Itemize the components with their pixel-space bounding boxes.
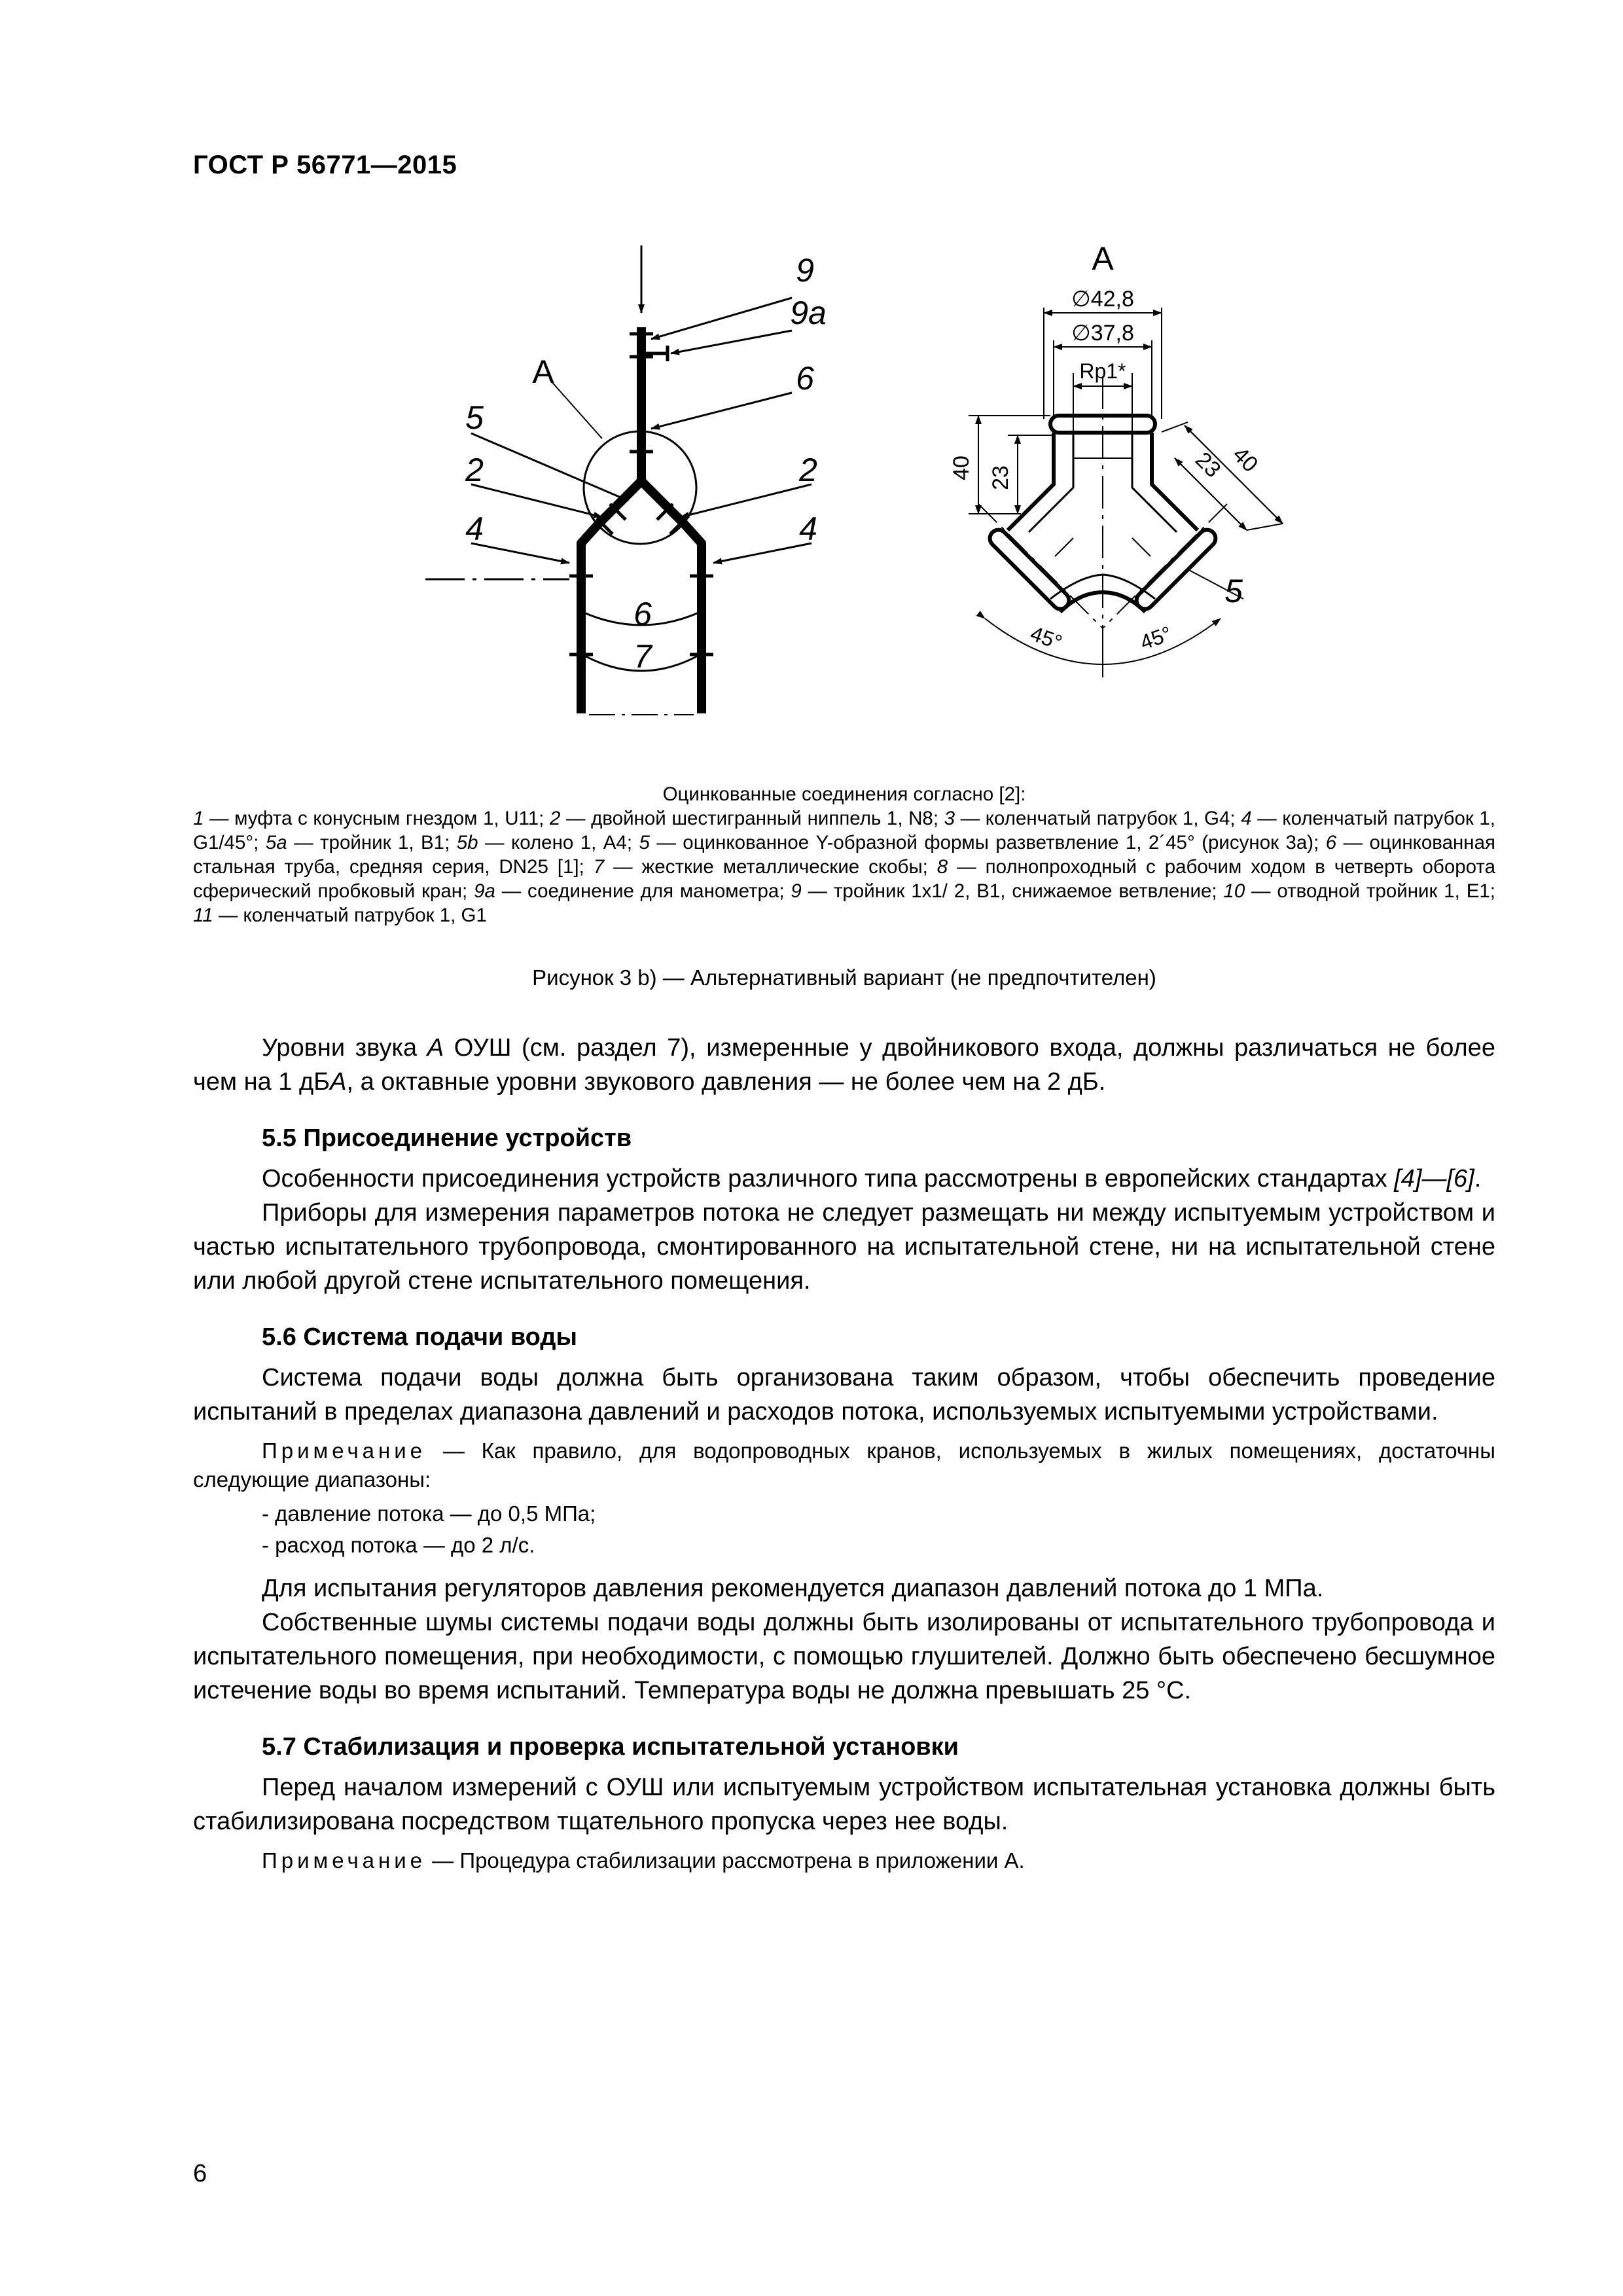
detail-title: А: [1092, 240, 1114, 277]
legend-text: — коленчатый патрубок 1, G1: [213, 905, 487, 926]
paragraph: Собственные шумы системы подачи воды должны быть изолированы от испытательного трубопровода и испытательного помещения, при необходимости, с помощью глушителей. Должно быть обеспечено бесшумное истечение воды во время испытаний. Температура воды не должна превышать 25 °С.: [193, 1609, 1495, 1704]
legend-num: 5b: [456, 832, 478, 853]
figure-caption: Рисунок 3 b) — Альтернативный вариант (не предпочтителен): [532, 965, 1156, 990]
legend-num: 7: [593, 856, 605, 878]
section-heading-5-5: 5.5 Присоединение устройств: [262, 1124, 632, 1152]
label-5: 5: [465, 399, 484, 436]
legend-text: — коленчатый патрубок 1, G1/45°;: [193, 808, 1495, 853]
paragraph: Приборы для измерения параметров потока не следует размещать ни между испытуемым устройством и частью испытательного трубопровода, смонтированного на испытательной стене, ни на испытательной стене или любой другой стене испытательного помещения.: [193, 1199, 1495, 1295]
dim-thread: Rp1*: [1079, 359, 1126, 383]
dim-23-diag: 23: [1190, 447, 1226, 483]
note-label: Примечание: [262, 1439, 427, 1463]
legend-text: — двойной шестигранный ниппель 1, N8;: [560, 808, 944, 829]
label-6-bottom: 6: [633, 596, 652, 632]
paragraph: Для испытания регуляторов давления рекомендуется диапазон давлений потока до 1 МПа.: [262, 1575, 1324, 1602]
page-number: 6: [193, 2160, 207, 2187]
label-2-right: 2: [799, 452, 817, 488]
label-9: 9: [796, 252, 814, 289]
legend-text: — соединение для манометра;: [495, 880, 791, 902]
angle-right: 45°: [1137, 621, 1175, 655]
legend-text: — колено 1, A4;: [478, 832, 639, 853]
label-7: 7: [633, 638, 652, 675]
paragraph: Перед началом измерений с ОУШ или испытуемым устройством испытательная установка должны быть стабилизирована посредством тщательного пропуска через нее воды.: [193, 1774, 1495, 1835]
label-view-a: А: [532, 353, 554, 390]
legend-text: — оцинкованная стальная труба, средняя серия, DN25 [1];: [193, 832, 1495, 878]
legend-num: 9: [791, 880, 802, 902]
legend-num: 8: [936, 856, 948, 878]
legend-text: — коленчатый патрубок 1, G4;: [955, 808, 1241, 829]
note: Примечание — Как правило, для водопроводных кранов, используемых в жилых помещениях, достаточны следующие диапазоны:: [193, 1439, 1495, 1492]
legend-title: Оцинкованные соединения согласно [2]:: [662, 783, 1026, 805]
reference: [4]—[6]: [1394, 1165, 1474, 1193]
label-4-left: 4: [465, 511, 484, 547]
legend-num: 4: [1241, 808, 1252, 829]
legend-num: 9a: [474, 880, 495, 902]
document-header: ГОСТ Р 56771—2015: [193, 151, 457, 179]
note-label: Примечание: [262, 1848, 427, 1873]
legend-text: — отводной тройник 1, E1;: [1245, 880, 1495, 902]
detail-label-5: 5: [1224, 573, 1243, 609]
figure-legend: [193, 782, 1495, 927]
legend-num: 2: [549, 808, 561, 829]
legend-text: — муфта с конусным гнездом 1, U11;: [204, 808, 550, 829]
dim-diameter-inner: ∅37,8: [1071, 321, 1134, 346]
legend-text: — полнопроходный с рабочим ходом в четверть оборота сферический пробковый кран;: [193, 856, 1495, 902]
label-2-left: 2: [465, 452, 484, 488]
legend-num: 5a: [265, 832, 287, 853]
label-6-top: 6: [796, 360, 814, 397]
legend-num: 11: [193, 905, 213, 926]
note: Примечание — Процедура стабилизации рассмотрена в приложении А.: [262, 1848, 1025, 1873]
label-9a: 9а: [790, 295, 827, 331]
dim-40-diag: 40: [1227, 442, 1263, 478]
label-4-right: 4: [799, 511, 817, 547]
main-text: [193, 1031, 1495, 1879]
legend-num: 5: [639, 832, 650, 853]
list-item: - давление потока — до 0,5 МПа;: [262, 1501, 596, 1526]
dim-40-left: 40: [949, 456, 974, 480]
legend-num: 6: [1325, 832, 1337, 853]
section-heading-5-6: 5.6 Система подачи воды: [262, 1323, 577, 1351]
figure-diagram: [0, 0, 1623, 772]
paragraph: Система подачи воды должна быть организована таким образом, чтобы обеспечить проведение испытаний в пределах диапазона давлений и расходов потока, используемых испытуемыми устройствами.: [193, 1364, 1495, 1426]
legend-items: [193, 806, 1495, 927]
legend-num: 1: [193, 808, 204, 829]
dim-23-left: 23: [988, 465, 1013, 490]
legend-text: — тройник 1, B1;: [287, 832, 457, 853]
paragraph: Особенности присоединения устройств различного типа рассмотрены в европейских стандартах [4]—[6].: [262, 1165, 1482, 1193]
section-heading-5-7: 5.7 Стабилизация и проверка испытательной установки: [262, 1733, 959, 1761]
legend-text: — тройник 1x1/ 2, B1, снижаемое ветвление;: [801, 880, 1224, 902]
paragraph: Уровни звука А ОУШ (см. раздел 7), измеренные у двойникового входа, должны различаться не более чем на 1 дБА, а октавные уровни звукового давления — не более чем на 2 дБ.: [193, 1034, 1495, 1096]
dim-diameter-outer: ∅42,8: [1071, 287, 1134, 312]
legend-text: — оцинкованное Y-образной формы разветвление 1, 2´45° (рисунок 3а);: [649, 832, 1326, 853]
legend-num: 10: [1223, 880, 1245, 902]
legend-text: — жесткие металлические скобы;: [604, 856, 937, 878]
angle-left: 45°: [1027, 621, 1065, 655]
list-item: - расход потока — до 2 л/с.: [262, 1533, 535, 1557]
legend-num: 3: [944, 808, 955, 829]
